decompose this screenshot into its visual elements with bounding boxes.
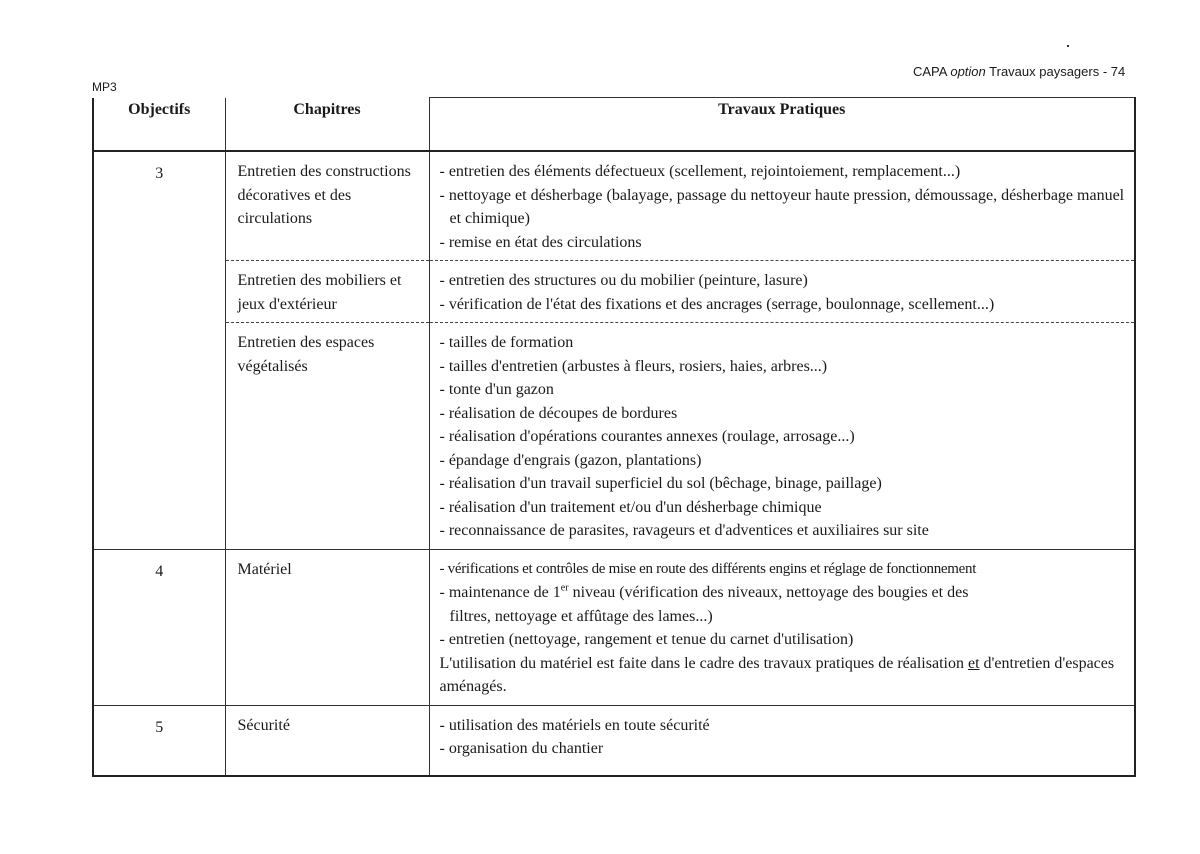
list-item: - vérifications et contrôles de mise en route des différents engins et réglage de fonctionnement (440, 558, 1129, 582)
travaux-cell (429, 151, 1135, 261)
list-item: - tailles d'entretien (arbustes à fleurs, rosiers, haies, arbres...) (440, 355, 1129, 379)
ordinal-suffix: er (560, 582, 569, 594)
table-row (93, 549, 1135, 705)
travaux-cell (429, 549, 1135, 705)
chapitre-cell: Entretien des espaces végétalisés (225, 323, 429, 550)
list-item-continuation: filtres, nettoyage et affûtage des lames...) (449, 607, 713, 625)
list-item: - tailles de formation (440, 331, 1129, 355)
list-item: - organisation du chantier (440, 737, 1129, 761)
chapitre-cell: Matériel (225, 549, 429, 705)
table-header-row (93, 98, 1135, 152)
list-item: - nettoyage et désherbage (balayage, passage du nettoyeur haute pression, démoussage, désherbage manuel et chimique) (440, 184, 1129, 231)
list-item: - réalisation d'un travail superficiel du sol (bêchage, binage, paillage) (440, 472, 1129, 496)
travaux-cell (429, 705, 1135, 776)
list-item: - entretien des structures ou du mobilier (peinture, lasure) (440, 269, 1129, 293)
col-header-objectifs: Objectifs (93, 98, 225, 152)
table-row (93, 261, 1135, 323)
usage-note (440, 652, 1129, 699)
travaux-cell (429, 323, 1135, 550)
list-item: - vérification de l'état des fixations et des ancrages (serrage, boulonnage, scellement...) (440, 293, 1129, 317)
curriculum-table (92, 97, 1136, 777)
table-row (93, 705, 1135, 776)
list-item: - tonte d'un gazon (440, 378, 1129, 402)
travaux-cell (429, 261, 1135, 323)
maintenance-text: maintenance de 1 (448, 584, 561, 601)
header-suffix: Travaux paysagers - 74 (989, 64, 1126, 79)
header-prefix: CAPA (913, 64, 947, 79)
list-item-maintenance (440, 581, 1129, 605)
list-item: - remise en état des circulations (440, 231, 1129, 255)
col-header-chapitres: Chapitres (225, 98, 429, 152)
objectif-number: 4 (93, 549, 225, 705)
table-row (93, 151, 1135, 261)
chapitre-cell: Sécurité (225, 705, 429, 776)
list-item: - reconnaissance de parasites, ravageurs et d'adventices et auxiliaires sur site (440, 519, 1129, 543)
usage-note-text: L'utilisation du matériel est faite dans le cadre des travaux pratiques de réalisation (439, 654, 968, 672)
header-option: option (950, 64, 986, 79)
list-item: - entretien (nettoyage, rangement et tenue du carnet d'utilisation) (440, 628, 1129, 652)
objectif-number: 5 (93, 705, 225, 776)
scan-speck (1067, 45, 1069, 47)
table-row (93, 323, 1135, 550)
module-code: MP3 (92, 80, 117, 94)
list-item: - réalisation d'opérations courantes annexes (roulage, arrosage...) (440, 425, 1129, 449)
col-header-travaux: Travaux Pratiques (429, 98, 1135, 152)
usage-note-underlined: et (967, 654, 980, 672)
list-item: - réalisation de découpes de bordures (440, 402, 1129, 426)
objectif-number: 3 (93, 151, 225, 549)
chapitre-cell: Entretien des mobiliers et jeux d'extérieur (225, 261, 429, 323)
list-item: - entretien des éléments défectueux (scellement, rejointoiement, remplacement...) (440, 160, 1129, 184)
usage-note-end: d'entretien d'espaces aménagés. (439, 654, 1115, 695)
list-item: - réalisation d'un traitement et/ou d'un désherbage chimique (440, 496, 1129, 520)
page-header (913, 64, 1125, 79)
chapitre-cell: Entretien des constructions décoratives et des circulations (225, 151, 429, 261)
list-item: - épandage d'engrais (gazon, plantations) (440, 449, 1129, 473)
list-item: - utilisation des matériels en toute sécurité (440, 714, 1129, 738)
maintenance-text-cont: niveau (vérification des niveaux, nettoyage des bougies et des (568, 584, 969, 601)
